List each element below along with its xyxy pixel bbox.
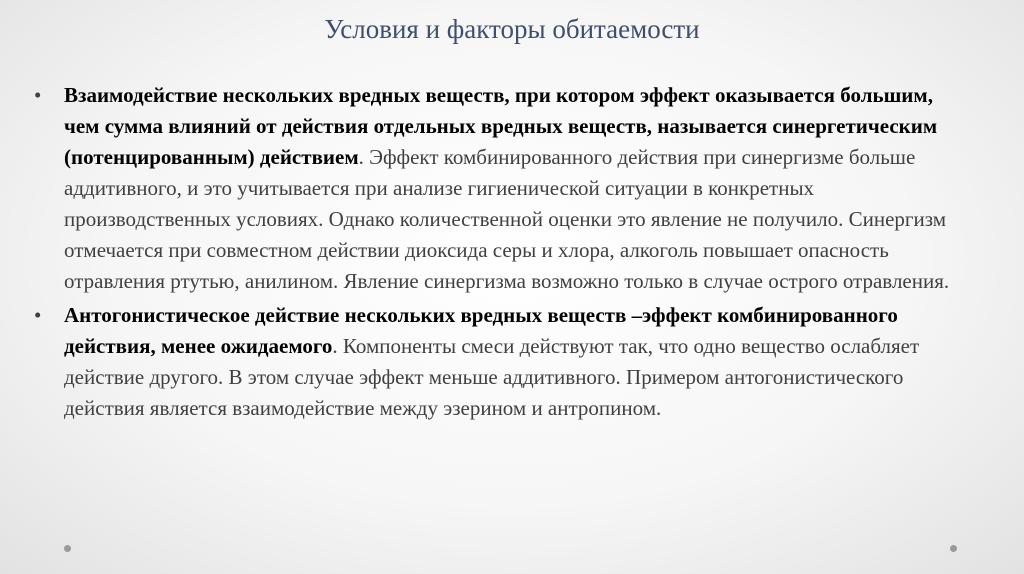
- bullet-body-text: . Компоненты смеси действуют так, что одно вещество ослабляет действие другого. В этом случае эффект меньше аддитивного. Примером антогонистического действия является взаимодействие между эзерином и антропином.: [64, 334, 920, 420]
- frame-dot-left: [64, 545, 71, 552]
- bullet-bold-text: Взаимодействие нескольких вредных веществ, при котором эффект оказывается большим, чем сумма влияний от действия отдельных вредных веществ, называется синергетическим (потенцированным) действием: [64, 83, 938, 169]
- bullet-item-antagonism: [34, 300, 954, 424]
- bullet-body-text: . Эффект комбинированного действия при синергизме больше аддитивного, и это учитывается при анализе гигиенической ситуации в конкретных производственных условиях. Однако количественной оценки это явление не получило. Синергизм отмечается при совместном действии диоксида серы и хлора, алкоголь повышает опасность отравления ртутью, анилином. Явление синергизма возможно только в случае острого отравления.: [64, 145, 950, 293]
- bullet-bold-text: Антогонистическое действие нескольких вредных веществ –эффект комбинированного действия, менее ожидаемого: [64, 303, 898, 358]
- slide-content: [34, 80, 954, 424]
- slide-title: Условия и факторы обитаемости: [324, 14, 700, 44]
- bullet-dot: •: [34, 303, 42, 327]
- frame-dot-right: [950, 545, 957, 552]
- bullet-item-synergy: [34, 80, 954, 297]
- bullet-dot: •: [34, 83, 42, 107]
